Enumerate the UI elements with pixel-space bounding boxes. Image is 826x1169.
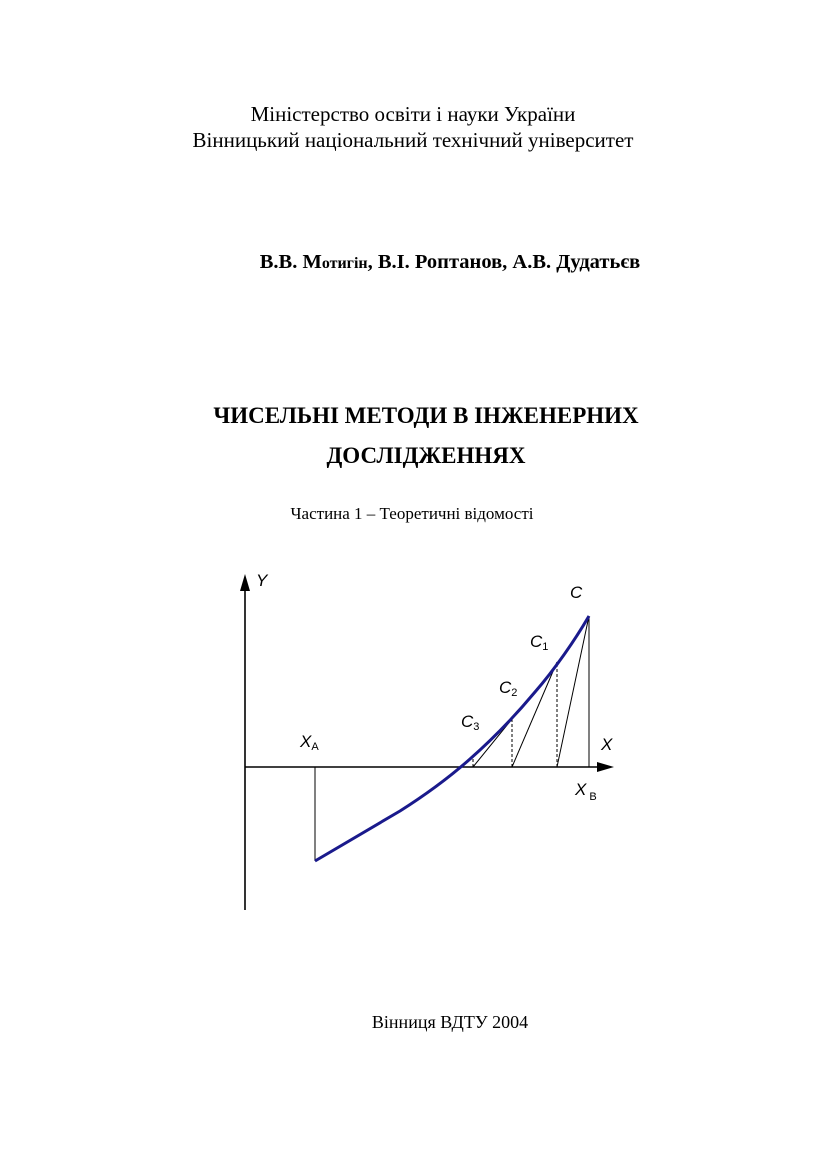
- x-axis-arrow: [597, 762, 614, 772]
- xb-letter: X: [575, 780, 587, 799]
- author-1-initials: В.В. М: [259, 251, 322, 273]
- x-axis-label: X: [601, 735, 613, 754]
- c3-letter: C: [461, 712, 474, 731]
- c2-subscript: 2: [511, 687, 518, 699]
- xa-label: [299, 732, 319, 753]
- ministry-line: Міністерство освіти і науки України: [250, 102, 576, 126]
- xa-letter: X: [300, 732, 312, 751]
- c1-label: [530, 632, 548, 653]
- other-authors: , В.І. Роптанов, А.В. Дудатьєв: [367, 251, 641, 273]
- xa-subscript: A: [311, 741, 319, 753]
- c3-label: [461, 712, 479, 733]
- c1-subscript: 1: [542, 641, 549, 653]
- xb-label: [574, 780, 597, 803]
- chord-c: [557, 616, 589, 767]
- title-line-2: ДОСЛІДЖЕННЯХ: [326, 443, 526, 468]
- c2-label: [499, 678, 517, 699]
- c2-letter: C: [499, 678, 512, 697]
- c3-subscript: 3: [473, 721, 480, 733]
- title-line-1: ЧИСЕЛЬНІ МЕТОДИ В ІНЖЕНЕРНИХ: [213, 403, 639, 428]
- y-axis-arrow: [240, 574, 250, 591]
- university-line: Вінницький національний технічний університет: [192, 128, 634, 152]
- c-label: C: [570, 583, 583, 602]
- subtitle: Частина 1 – Теоретичні відомості: [290, 504, 534, 523]
- chord-c1: [512, 662, 557, 767]
- y-axis-label: Y: [256, 571, 268, 590]
- xb-subscript: B: [589, 791, 597, 803]
- publication-info: Вінниця ВДТУ 2004: [371, 1012, 529, 1032]
- c1-letter: C: [530, 632, 543, 651]
- author-1-surname: отигін: [321, 255, 368, 272]
